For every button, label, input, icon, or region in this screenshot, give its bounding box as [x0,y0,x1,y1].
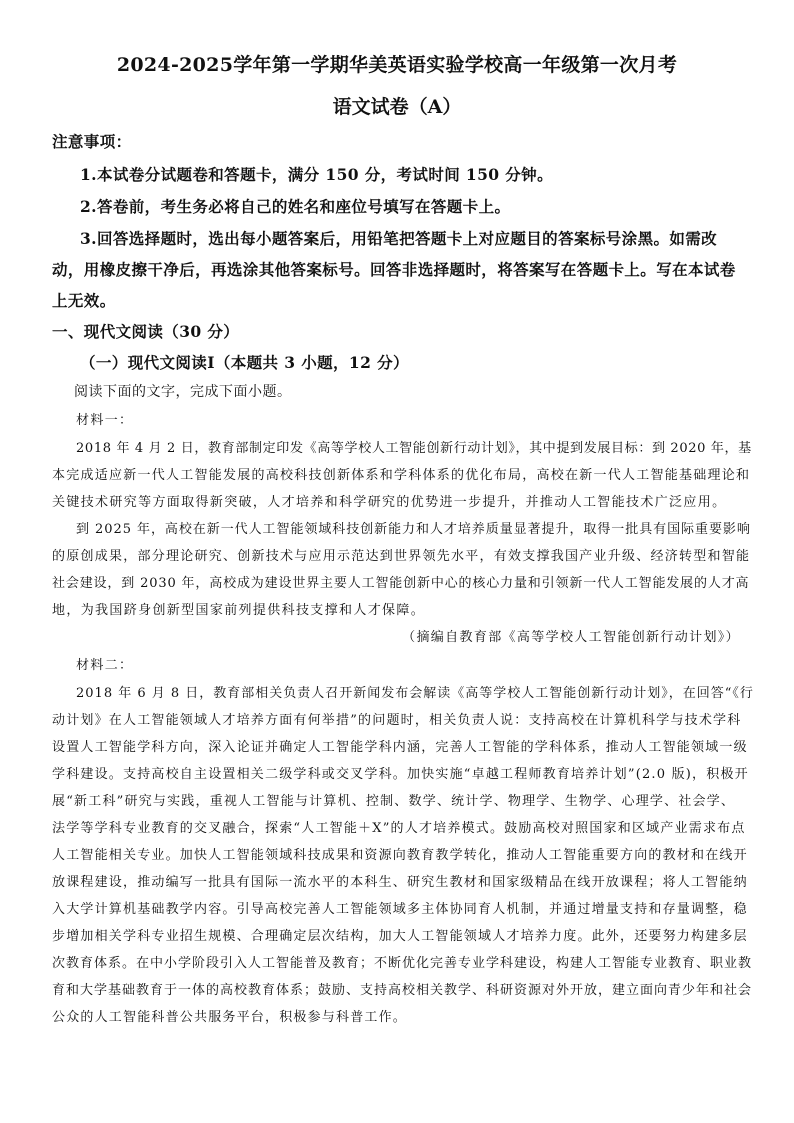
material-2-line-12: 育和大学基础教育于一体的高校教育体系；鼓励、支持高校相关教学、科研资源对外开放，建立面向青少年和社会 [52,983,753,998]
material-2-line-3: 设置人工智能学科方向，深入论证并确定人工智能学科内涵，完善人工智能的学科体系，推动人工智能领域一级 [52,740,748,755]
material-2-label: 材料二： [76,658,134,673]
material-2-line-5: 展“新工科”研究与实践，重视人工智能与计算机、控制、数学、统计学、物理学、生物学、心理学、社会学、 [52,794,736,809]
material-1-line-3: 关键技术研究等方面取得新突破，人才培养和科学研究的优势进一步提升，并推动人工智能技术广泛应用。 [52,495,727,510]
notice-item-3-line-1: 3.回答选择题时，选出每小题答案后，用铅笔把答题卡上对应题目的答案标号涂黑。如需改 [80,229,718,248]
notice-heading: 注意事项： [52,132,132,151]
material-2-line-11: 次教育体系。在中小学阶段引入人工智能普及教育；不断优化完善专业学科建设，构建人工智能专业教育、职业教 [52,956,753,971]
reading-instruction: 阅读下面的文字，完成下面小题。 [74,384,292,400]
exam-title: 2024-2025学年第一学期华美英语实验学校高一年级第一次月考 [116,54,678,76]
material-1-line-4: 到 2025 年，高校在新一代人工智能领域科技创新能力和人才培养质量显著提升，取得一批具有国际重要影响 [76,522,751,537]
notice-item-1: 1.本试卷分试题卷和答题卡，满分 150 分，考试时间 150 分钟。 [80,165,553,184]
material-2-line-6: 法学等学科专业教育的交叉融合，探索“人工智能＋X”的人才培养模式。鼓励高校对照国家和区域产业需求布点 [52,821,746,836]
material-2-line-8: 放课程建设，推动编写一批具有国际一流水平的本科生、研究生教材和国家级精品在线开放课程；将人工智能纳 [52,875,748,890]
material-2-line-13: 公众的人工智能科普公共服务平台，积极参与科普工作。 [52,1010,408,1025]
exam-subtitle: 语文试卷（A） [332,96,462,118]
material-2-line-4: 学科建设。支持高校自主设置相关二级学科或交叉学科。加快实施“卓越工程师教育培养计划”(2.0 版)，积极开 [52,767,749,782]
material-1-line-6: 社会建设，到 2030 年，高校成为建设世界主要人工智能创新中心的核心力量和引领新一代人工智能发展的人才高 [52,576,750,591]
material-2-line-7: 人工智能相关专业。加快人工智能领域科技成果和资源向教育教学转化，推动人工智能重要方向的教材和在线开 [52,848,748,863]
material-1-line-5: 的原创成果，部分理论研究、创新技术与应用示范达到世界领先水平，有效支撑我国产业升级、经济转型和智能 [52,549,751,564]
notice-item-2: 2.答卷前，考生务必将自己的姓名和座位号填写在答题卡上。 [80,197,511,216]
material-2-line-1: 2018 年 6 月 8 日，教育部相关负责人召开新闻发布会解读《高等学校人工智能创新行动计划》，在回答“《行 [76,686,754,701]
material-2-line-10: 步增加相关学科专业招生规模、合理确定层次结构，加大人工智能领域人才培养力度。此外，还要努力构建多层 [52,929,748,944]
subsection-heading: （一）现代文阅读Ⅰ（本题共 3 小题，12 分） [80,353,409,372]
notice-item-3-line-2: 动，用橡皮擦干净后，再选涂其他答案标号。回答非选择题时，将答案写在答题卡上。写在本试卷 [52,260,736,279]
material-1-line-7: 地，为我国跻身创新型国家前列提供科技支撑和人才保障。 [52,603,426,618]
material-2-line-2: 动计划》在人工智能领域人才培养方面有何举措”的问题时，相关负责人说：支持高校在计算机科学与技术学科 [52,713,742,728]
material-1-source: （摘编自教育部《高等学校人工智能创新行动计划》） [402,630,740,645]
section-heading: 一、现代文阅读（30 分） [52,322,240,341]
notice-item-3-line-3: 上无效。 [52,291,116,310]
material-1-line-1: 2018 年 4 月 2 日，教育部制定印发《高等学校人工智能创新行动计划》，其中提到发展目标：到 2020 年，基 [76,441,752,456]
material-1-line-2: 本完成适应新一代人工智能发展的高校科技创新体系和学科体系的优化布局，高校在新一代人工智能基础理论和 [52,468,751,483]
material-2-line-9: 入大学计算机基础教学内容。引导高校完善人工智能领域多主体协同育人机制，并通过增量支持和存量调整，稳 [52,902,748,917]
material-1-label: 材料一： [76,413,134,428]
